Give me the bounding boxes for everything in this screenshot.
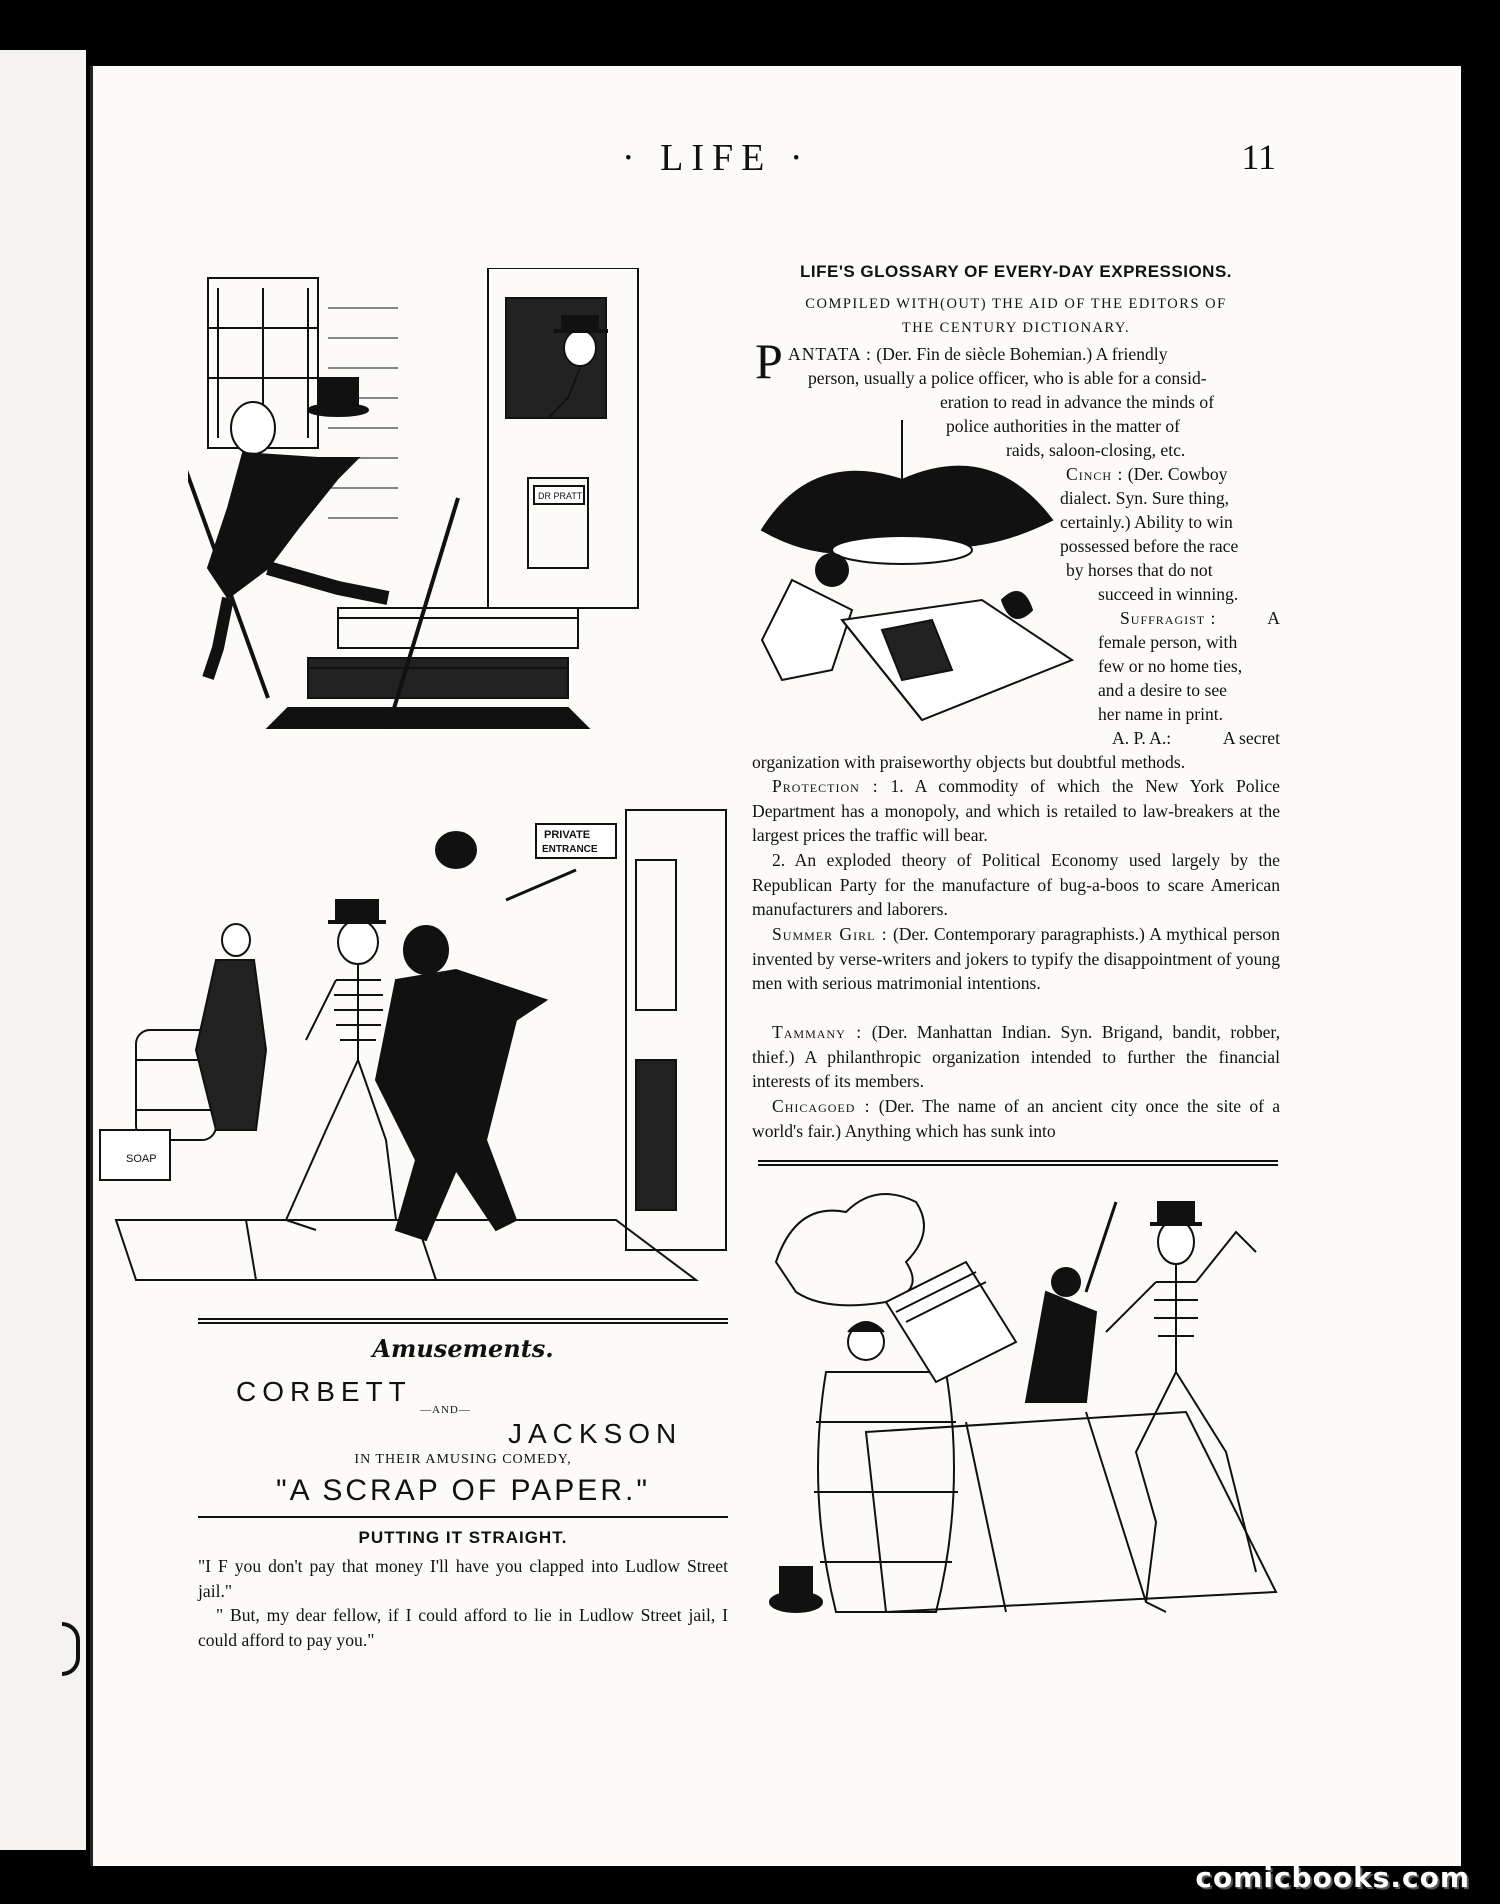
suffragist-definition-1: A	[1267, 608, 1280, 628]
entry-suffragist-line-5: her name in print.	[1098, 704, 1224, 724]
entry-protection-2: 2. An exploded theory of Political Economy used largely by the Republican Party for the manufacture of bug-a-boos to scare American manufacturers and laborers.	[752, 850, 1280, 920]
page-edge-mark	[62, 1622, 80, 1676]
pantata-definition-1: (Der. Fin de siècle Bohemian.) A friendly	[876, 344, 1168, 364]
term-summer-girl: Summer Girl :	[772, 924, 888, 944]
glossary-subtitle-line-1: COMPILED WITH(OUT) THE AID OF THE EDITORS OF	[805, 296, 1227, 312]
masthead: · LIFE ·	[622, 137, 811, 179]
term-cinch: Cinch :	[1066, 464, 1124, 484]
protection-definition-1: 1. A commodity of which the New York Police Department has a monopoly, and which is retailed to law-breakers at the largest prices the traffic will bear.	[752, 776, 1280, 846]
dropcap-p: P	[755, 333, 783, 389]
page-header	[622, 136, 1282, 196]
entry-suffragist-line-2: female person, with	[1098, 632, 1238, 652]
entry-pantata-line-4: police authorities in the matter of	[946, 416, 1181, 436]
putting-line-2: " But, my dear fellow, if I could afford to lie in Ludlow Street jail, I could afford to pay you."	[198, 1605, 728, 1650]
illustration-lamp-book	[752, 420, 1082, 740]
entry-suffragist-line-3: few or no home ties,	[1098, 656, 1243, 676]
term-tammany: Tammany :	[772, 1022, 863, 1042]
entry-pantata-line-2: person, usually a police officer, who is able for a consid-	[808, 368, 1207, 388]
watermark: comicbooks.com	[1195, 1861, 1470, 1894]
illustration-private-entrance	[96, 800, 732, 1296]
apa-definition-1: A secret	[1222, 728, 1280, 748]
entry-suffragist-line-4: and a desire to see	[1098, 680, 1227, 700]
illustration-doorway	[188, 268, 734, 774]
entry-pantata-line-1	[788, 342, 1280, 367]
glossary-subtitle	[752, 292, 1280, 340]
entry-suffragist-line-1	[1120, 606, 1280, 631]
sign-private: PRIVATE	[544, 829, 591, 841]
putting-it-straight-title: PUTTING IT STRAIGHT.	[358, 1528, 568, 1547]
divider-rule	[198, 1322, 728, 1324]
entry-apa-line-2: organization with praiseworthy objects but doubtful methods.	[752, 752, 1186, 772]
entry-cinch-line-4: possessed before the race	[1060, 536, 1239, 556]
comedy-line: IN THEIR AMUSING COMEDY,	[354, 1452, 572, 1467]
entry-cinch-line-5: by horses that do not	[1066, 560, 1213, 580]
jackson-name: JACKSON	[508, 1418, 683, 1449]
box-label: SOAP	[126, 1153, 157, 1165]
entry-pantata-line-5: raids, saloon-closing, etc.	[1006, 440, 1186, 460]
term-pantata: ANTATA :	[788, 344, 872, 364]
tammany-definition: (Der. Manhattan Indian. Syn. Brigand, bandit, robber, thief.) A philanthropic organization intended to further the financial interests of its members.	[752, 1022, 1280, 1092]
glossary-title: LIFE'S GLOSSARY OF EVERY-DAY EXPRESSIONS.	[799, 262, 1233, 281]
term-chicagoed: Chicagoed :	[772, 1096, 871, 1116]
illustration-barrel-skeleton	[766, 1172, 1286, 1672]
term-suffragist: Suffragist :	[1120, 608, 1217, 628]
entry-protection	[752, 774, 1280, 848]
glossary-subtitle-line-2: THE CENTURY DICTIONARY.	[901, 320, 1131, 336]
entry-cinch-line-3: certainly.) Ability to win	[1060, 512, 1233, 532]
sign-entrance: ENTRANCE	[542, 844, 598, 855]
summer-girl-definition: (Der. Contemporary paragraphists.) A mythical person invented by verse-writers and jokers to typify the disappointment of young men with serious matrimonial intentions.	[752, 924, 1280, 994]
cinch-definition-1: (Der. Cowboy	[1127, 464, 1228, 484]
left-page-edge	[0, 50, 86, 1850]
divider-rule	[758, 1160, 1278, 1162]
divider-rule	[758, 1164, 1278, 1166]
chicagoed-definition: (Der. The name of an ancient city once the site of a world's fair.) Anything which has sunk into	[752, 1096, 1280, 1141]
entry-summer-girl	[752, 922, 1280, 996]
amusements-heading: Amusements.	[372, 1334, 554, 1363]
divider-rule	[198, 1318, 728, 1320]
entry-apa-line-1	[1112, 726, 1280, 751]
divider-rule	[198, 1516, 728, 1518]
door-sign: DR PRATT	[538, 491, 583, 501]
entry-cinch-line-2: dialect. Syn. Sure thing,	[1060, 488, 1230, 508]
term-protection: Protection :	[772, 776, 879, 796]
and-word: —AND—	[420, 1404, 471, 1416]
play-title: "A SCRAP OF PAPER."	[276, 1474, 650, 1507]
corbett-name: CORBETT	[236, 1376, 412, 1407]
page-number: 11	[1241, 137, 1276, 177]
entry-cinch-line-6: succeed in winning.	[1098, 584, 1239, 604]
entry-pantata-line-3: eration to read in advance the minds of	[940, 392, 1215, 412]
term-apa: A. P. A.:	[1112, 728, 1172, 748]
putting-it-straight-body	[198, 1554, 728, 1652]
entry-tammany	[752, 1020, 1280, 1094]
entry-chicagoed	[752, 1094, 1280, 1143]
putting-line-1: "I F you don't pay that money I'll have you clapped into Ludlow Street jail."	[198, 1556, 728, 1601]
entry-cinch-line-1	[1066, 462, 1280, 487]
